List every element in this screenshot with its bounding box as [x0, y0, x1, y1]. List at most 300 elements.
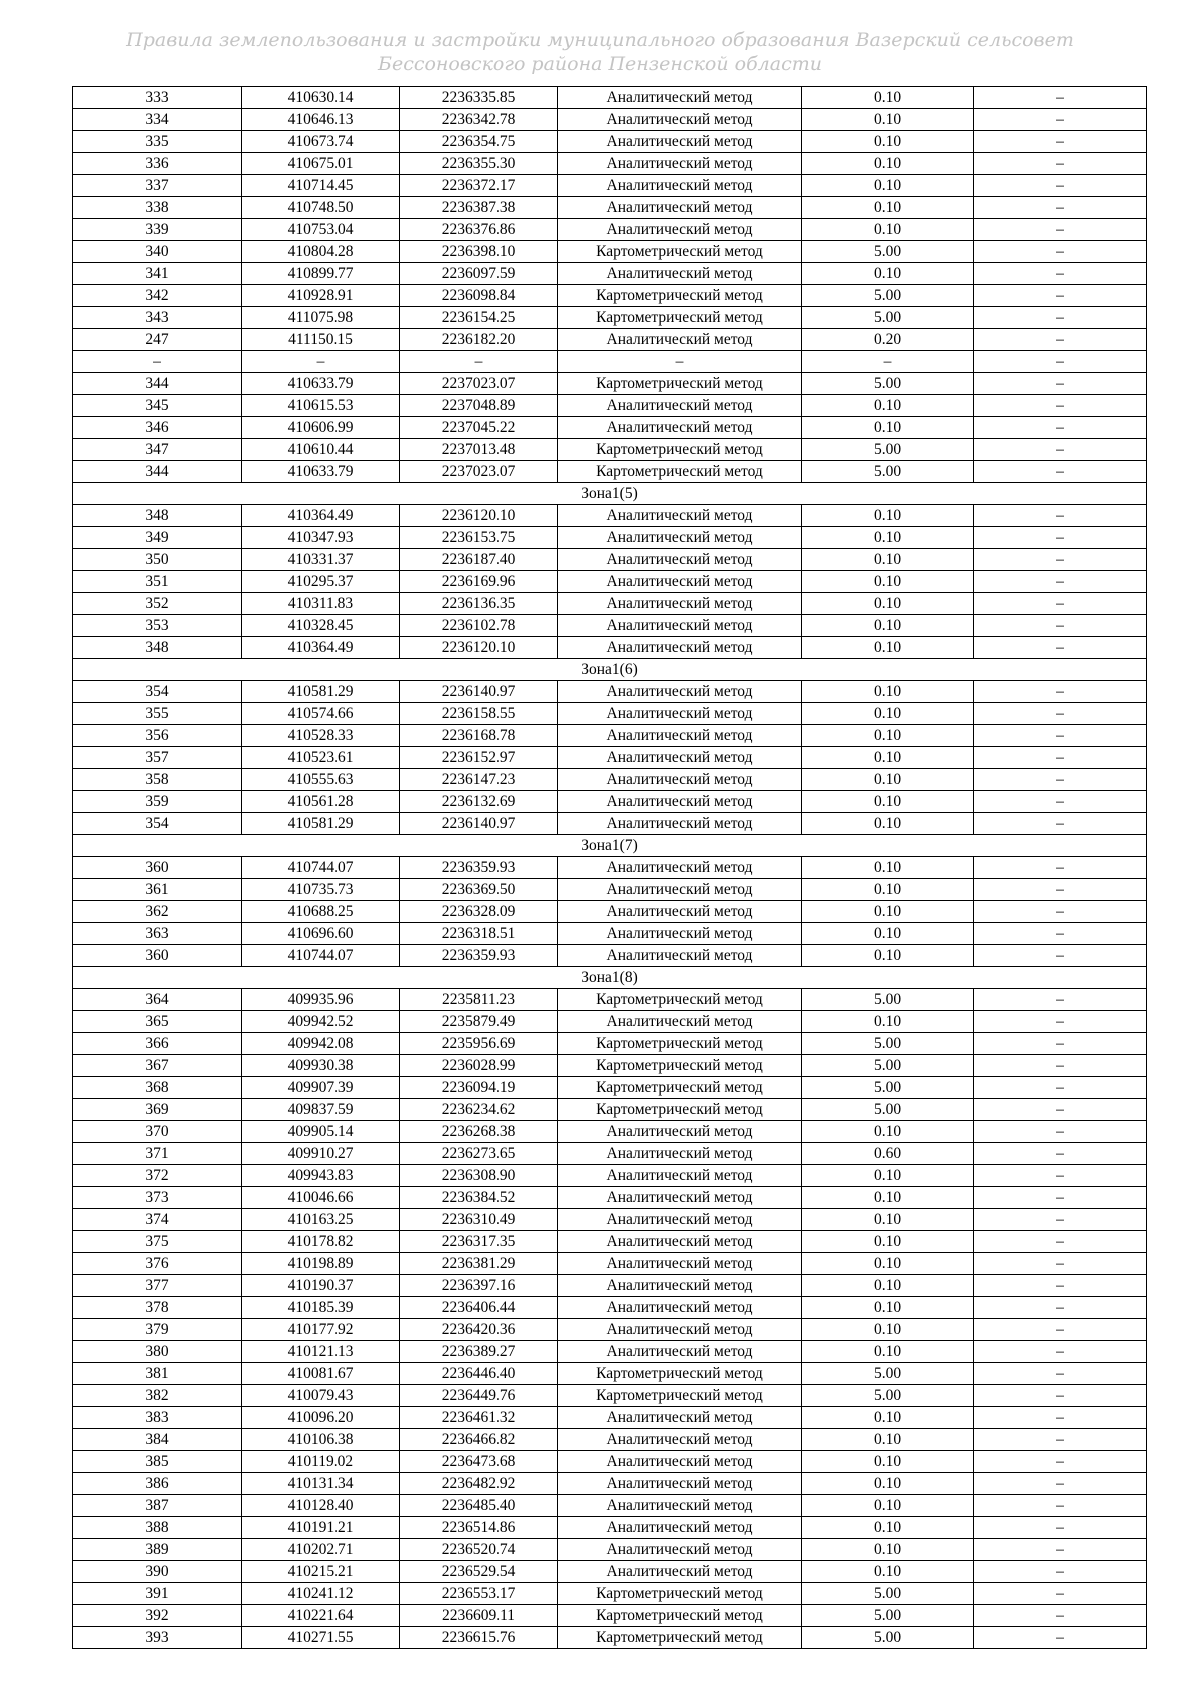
note-cell: –: [974, 1517, 1147, 1539]
point-number-cell: 393: [73, 1627, 242, 1649]
x-coordinate-cell: 410633.79: [242, 461, 400, 483]
accuracy-cell: 5.00: [802, 1385, 974, 1407]
accuracy-cell: 5.00: [802, 989, 974, 1011]
y-coordinate-cell: 2236335.85: [400, 87, 558, 109]
method-cell: Аналитический метод: [558, 1451, 802, 1473]
note-cell: –: [974, 527, 1147, 549]
x-coordinate-cell: 410675.01: [242, 153, 400, 175]
x-coordinate-cell: 410178.82: [242, 1231, 400, 1253]
note-cell: –: [974, 1561, 1147, 1583]
accuracy-cell: 0.10: [802, 1165, 974, 1187]
y-coordinate-cell: 2236342.78: [400, 109, 558, 131]
y-coordinate-cell: 2236234.62: [400, 1099, 558, 1121]
point-number-cell: 345: [73, 395, 242, 417]
method-cell: Аналитический метод: [558, 1429, 802, 1451]
accuracy-cell: 0.10: [802, 1187, 974, 1209]
y-coordinate-cell: 2236147.23: [400, 769, 558, 791]
y-coordinate-cell: 2236355.30: [400, 153, 558, 175]
accuracy-cell: 5.00: [802, 1605, 974, 1627]
method-cell: Аналитический метод: [558, 109, 802, 131]
accuracy-cell: 0.10: [802, 813, 974, 835]
method-cell: Аналитический метод: [558, 1143, 802, 1165]
x-coordinate-cell: 410528.33: [242, 725, 400, 747]
point-number-cell: 391: [73, 1583, 242, 1605]
table-row: [73, 153, 1147, 175]
y-coordinate-cell: 2236485.40: [400, 1495, 558, 1517]
y-coordinate-cell: 2236098.84: [400, 285, 558, 307]
accuracy-cell: 0.10: [802, 1275, 974, 1297]
note-cell: –: [974, 1473, 1147, 1495]
x-coordinate-cell: 410311.83: [242, 593, 400, 615]
table-row: [73, 175, 1147, 197]
table-row: [73, 681, 1147, 703]
x-coordinate-cell: 410128.40: [242, 1495, 400, 1517]
y-coordinate-cell: 2236308.90: [400, 1165, 558, 1187]
method-cell: Аналитический метод: [558, 153, 802, 175]
x-coordinate-cell: 410198.89: [242, 1253, 400, 1275]
note-cell: –: [974, 1407, 1147, 1429]
table-row: [73, 197, 1147, 219]
point-number-cell: 364: [73, 989, 242, 1011]
point-number-cell: 379: [73, 1319, 242, 1341]
point-number-cell: 360: [73, 857, 242, 879]
table-row: [73, 637, 1147, 659]
table-row: [73, 1561, 1147, 1583]
x-coordinate-cell: 410202.71: [242, 1539, 400, 1561]
y-coordinate-cell: 2236187.40: [400, 549, 558, 571]
note-cell: –: [974, 1253, 1147, 1275]
y-coordinate-cell: 2236354.75: [400, 131, 558, 153]
table-row: [73, 1429, 1147, 1451]
note-cell: –: [974, 615, 1147, 637]
y-coordinate-cell: 2236609.11: [400, 1605, 558, 1627]
method-cell: Картометрический метод: [558, 989, 802, 1011]
method-cell: Аналитический метод: [558, 1495, 802, 1517]
point-number-cell: 382: [73, 1385, 242, 1407]
x-coordinate-cell: 410096.20: [242, 1407, 400, 1429]
table-row: [73, 1583, 1147, 1605]
accuracy-cell: 0.10: [802, 637, 974, 659]
method-cell: Аналитический метод: [558, 637, 802, 659]
x-coordinate-cell: 410190.37: [242, 1275, 400, 1297]
point-number-cell: 336: [73, 153, 242, 175]
point-number-cell: 373: [73, 1187, 242, 1209]
table-row: [73, 1187, 1147, 1209]
point-number-cell: 349: [73, 527, 242, 549]
point-number-cell: 383: [73, 1407, 242, 1429]
method-cell: Аналитический метод: [558, 1187, 802, 1209]
point-number-cell: 350: [73, 549, 242, 571]
note-cell: –: [974, 1187, 1147, 1209]
y-coordinate-cell: –: [400, 351, 558, 373]
note-cell: –: [974, 395, 1147, 417]
zone-header-row: [73, 967, 1147, 989]
method-cell: Картометрический метод: [558, 1583, 802, 1605]
y-coordinate-cell: 2236372.17: [400, 175, 558, 197]
accuracy-cell: 0.10: [802, 1539, 974, 1561]
note-cell: –: [974, 1143, 1147, 1165]
accuracy-cell: 0.10: [802, 703, 974, 725]
x-coordinate-cell: 410271.55: [242, 1627, 400, 1649]
x-coordinate-cell: 410804.28: [242, 241, 400, 263]
note-cell: –: [974, 681, 1147, 703]
table-row: [73, 901, 1147, 923]
method-cell: Картометрический метод: [558, 1627, 802, 1649]
header-line-2: Бессоновского района Пензенской области: [377, 53, 822, 75]
point-number-cell: 386: [73, 1473, 242, 1495]
point-number-cell: 385: [73, 1451, 242, 1473]
point-number-cell: 368: [73, 1077, 242, 1099]
table-row: [73, 747, 1147, 769]
point-number-cell: 342: [73, 285, 242, 307]
method-cell: Картометрический метод: [558, 1033, 802, 1055]
y-coordinate-cell: 2236420.36: [400, 1319, 558, 1341]
x-coordinate-cell: 410753.04: [242, 219, 400, 241]
note-cell: –: [974, 175, 1147, 197]
accuracy-cell: 0.10: [802, 1121, 974, 1143]
accuracy-cell: 0.10: [802, 1253, 974, 1275]
table-row: [73, 791, 1147, 813]
x-coordinate-cell: 410185.39: [242, 1297, 400, 1319]
x-coordinate-cell: 409930.38: [242, 1055, 400, 1077]
x-coordinate-cell: 409942.08: [242, 1033, 400, 1055]
x-coordinate-cell: 410696.60: [242, 923, 400, 945]
note-cell: –: [974, 725, 1147, 747]
x-coordinate-cell: 410928.91: [242, 285, 400, 307]
x-coordinate-cell: –: [242, 351, 400, 373]
x-coordinate-cell: 410744.07: [242, 945, 400, 967]
x-coordinate-cell: 410191.21: [242, 1517, 400, 1539]
method-cell: –: [558, 351, 802, 373]
x-coordinate-cell: 410046.66: [242, 1187, 400, 1209]
point-number-cell: 378: [73, 1297, 242, 1319]
method-cell: Аналитический метод: [558, 1407, 802, 1429]
point-number-cell: 370: [73, 1121, 242, 1143]
table-row: [73, 945, 1147, 967]
x-coordinate-cell: 410581.29: [242, 813, 400, 835]
accuracy-cell: 0.10: [802, 615, 974, 637]
point-number-cell: 354: [73, 681, 242, 703]
point-number-cell: 348: [73, 505, 242, 527]
x-coordinate-cell: 410163.25: [242, 1209, 400, 1231]
zone-title-cell: Зона1(6): [73, 659, 1147, 681]
y-coordinate-cell: 2236359.93: [400, 945, 558, 967]
accuracy-cell: 5.00: [802, 461, 974, 483]
note-cell: –: [974, 989, 1147, 1011]
point-number-cell: 343: [73, 307, 242, 329]
accuracy-cell: 0.10: [802, 109, 974, 131]
y-coordinate-cell: 2236387.38: [400, 197, 558, 219]
y-coordinate-cell: 2236406.44: [400, 1297, 558, 1319]
table-row: [73, 219, 1147, 241]
y-coordinate-cell: 2236376.86: [400, 219, 558, 241]
x-coordinate-cell: 410574.66: [242, 703, 400, 725]
x-coordinate-cell: 410347.93: [242, 527, 400, 549]
coordinates-table-body: [73, 87, 1147, 1649]
table-row: [73, 417, 1147, 439]
method-cell: Аналитический метод: [558, 175, 802, 197]
y-coordinate-cell: 2237023.07: [400, 373, 558, 395]
y-coordinate-cell: 2236381.29: [400, 1253, 558, 1275]
y-coordinate-cell: 2236028.99: [400, 1055, 558, 1077]
accuracy-cell: 5.00: [802, 1627, 974, 1649]
accuracy-cell: 0.10: [802, 1561, 974, 1583]
accuracy-cell: 0.10: [802, 857, 974, 879]
accuracy-cell: 5.00: [802, 1033, 974, 1055]
table-row: [73, 1121, 1147, 1143]
point-number-cell: 367: [73, 1055, 242, 1077]
x-coordinate-cell: 410079.43: [242, 1385, 400, 1407]
y-coordinate-cell: 2236461.32: [400, 1407, 558, 1429]
y-coordinate-cell: 2236182.20: [400, 329, 558, 351]
point-number-cell: 347: [73, 439, 242, 461]
accuracy-cell: 0.10: [802, 1517, 974, 1539]
y-coordinate-cell: 2236473.68: [400, 1451, 558, 1473]
header-line-1: Правила землепользования и застройки муниципального образования Вазерский сельсовет: [126, 29, 1074, 51]
y-coordinate-cell: 2236153.75: [400, 527, 558, 549]
accuracy-cell: 0.10: [802, 1319, 974, 1341]
table-row: [73, 461, 1147, 483]
note-cell: –: [974, 1033, 1147, 1055]
table-row: [73, 1077, 1147, 1099]
point-number-cell: 358: [73, 769, 242, 791]
point-number-cell: 384: [73, 1429, 242, 1451]
point-number-cell: 356: [73, 725, 242, 747]
y-coordinate-cell: 2235879.49: [400, 1011, 558, 1033]
x-coordinate-cell: 410561.28: [242, 791, 400, 813]
point-number-cell: 359: [73, 791, 242, 813]
note-cell: –: [974, 1275, 1147, 1297]
note-cell: –: [974, 813, 1147, 835]
table-row: [73, 263, 1147, 285]
x-coordinate-cell: 410735.73: [242, 879, 400, 901]
accuracy-cell: 0.10: [802, 527, 974, 549]
note-cell: –: [974, 1341, 1147, 1363]
method-cell: Картометрический метод: [558, 1077, 802, 1099]
note-cell: –: [974, 1605, 1147, 1627]
x-coordinate-cell: 410555.63: [242, 769, 400, 791]
y-coordinate-cell: 2237013.48: [400, 439, 558, 461]
note-cell: –: [974, 109, 1147, 131]
x-coordinate-cell: 410523.61: [242, 747, 400, 769]
table-row: [73, 439, 1147, 461]
note-cell: –: [974, 1297, 1147, 1319]
table-row: [73, 109, 1147, 131]
y-coordinate-cell: 2236310.49: [400, 1209, 558, 1231]
accuracy-cell: 0.10: [802, 945, 974, 967]
x-coordinate-cell: 410215.21: [242, 1561, 400, 1583]
table-row: [73, 1143, 1147, 1165]
point-number-cell: 339: [73, 219, 242, 241]
x-coordinate-cell: 410714.45: [242, 175, 400, 197]
y-coordinate-cell: 2236520.74: [400, 1539, 558, 1561]
note-cell: –: [974, 769, 1147, 791]
point-number-cell: 366: [73, 1033, 242, 1055]
point-number-cell: 381: [73, 1363, 242, 1385]
x-coordinate-cell: 410673.74: [242, 131, 400, 153]
method-cell: Картометрический метод: [558, 1385, 802, 1407]
x-coordinate-cell: 411075.98: [242, 307, 400, 329]
note-cell: –: [974, 1319, 1147, 1341]
method-cell: Аналитический метод: [558, 747, 802, 769]
table-row: [73, 131, 1147, 153]
point-number-cell: 341: [73, 263, 242, 285]
method-cell: Аналитический метод: [558, 1231, 802, 1253]
accuracy-cell: 0.10: [802, 769, 974, 791]
accuracy-cell: 0.10: [802, 219, 974, 241]
point-number-cell: 377: [73, 1275, 242, 1297]
note-cell: –: [974, 791, 1147, 813]
point-number-cell: 388: [73, 1517, 242, 1539]
y-coordinate-cell: 2236369.50: [400, 879, 558, 901]
y-coordinate-cell: 2236529.54: [400, 1561, 558, 1583]
point-number-cell: 371: [73, 1143, 242, 1165]
accuracy-cell: 0.10: [802, 571, 974, 593]
note-cell: –: [974, 197, 1147, 219]
point-number-cell: 387: [73, 1495, 242, 1517]
x-coordinate-cell: 409905.14: [242, 1121, 400, 1143]
point-number-cell: 365: [73, 1011, 242, 1033]
point-number-cell: 361: [73, 879, 242, 901]
method-cell: Картометрический метод: [558, 1605, 802, 1627]
point-number-cell: 375: [73, 1231, 242, 1253]
accuracy-cell: 0.10: [802, 1011, 974, 1033]
note-cell: –: [974, 923, 1147, 945]
note-cell: –: [974, 263, 1147, 285]
note-cell: –: [974, 505, 1147, 527]
method-cell: Аналитический метод: [558, 1209, 802, 1231]
table-row: [73, 857, 1147, 879]
x-coordinate-cell: 410630.14: [242, 87, 400, 109]
y-coordinate-cell: 2236449.76: [400, 1385, 558, 1407]
point-number-cell: 334: [73, 109, 242, 131]
y-coordinate-cell: 2236482.92: [400, 1473, 558, 1495]
note-cell: –: [974, 945, 1147, 967]
table-row: [73, 615, 1147, 637]
y-coordinate-cell: 2236615.76: [400, 1627, 558, 1649]
method-cell: Аналитический метод: [558, 417, 802, 439]
note-cell: –: [974, 439, 1147, 461]
point-number-cell: 352: [73, 593, 242, 615]
note-cell: –: [974, 241, 1147, 263]
zone-title-cell: Зона1(8): [73, 967, 1147, 989]
method-cell: Аналитический метод: [558, 263, 802, 285]
x-coordinate-cell: 410241.12: [242, 1583, 400, 1605]
accuracy-cell: 0.10: [802, 901, 974, 923]
method-cell: Аналитический метод: [558, 703, 802, 725]
table-row: [73, 879, 1147, 901]
accuracy-cell: 0.10: [802, 505, 974, 527]
page-header: [0, 28, 1200, 76]
method-cell: Аналитический метод: [558, 945, 802, 967]
x-coordinate-cell: 410081.67: [242, 1363, 400, 1385]
method-cell: Картометрический метод: [558, 307, 802, 329]
method-cell: Картометрический метод: [558, 461, 802, 483]
y-coordinate-cell: 2236097.59: [400, 263, 558, 285]
table-row: [73, 571, 1147, 593]
table-row: [73, 1011, 1147, 1033]
point-number-cell: 392: [73, 1605, 242, 1627]
point-number-cell: 363: [73, 923, 242, 945]
method-cell: Аналитический метод: [558, 769, 802, 791]
accuracy-cell: –: [802, 351, 974, 373]
point-number-cell: 348: [73, 637, 242, 659]
note-cell: –: [974, 1165, 1147, 1187]
y-coordinate-cell: 2236384.52: [400, 1187, 558, 1209]
method-cell: Аналитический метод: [558, 923, 802, 945]
table-row: [73, 1539, 1147, 1561]
note-cell: –: [974, 1451, 1147, 1473]
method-cell: Картометрический метод: [558, 241, 802, 263]
method-cell: Картометрический метод: [558, 439, 802, 461]
method-cell: Аналитический метод: [558, 1253, 802, 1275]
note-cell: –: [974, 549, 1147, 571]
point-number-cell: 346: [73, 417, 242, 439]
method-cell: Аналитический метод: [558, 1319, 802, 1341]
note-cell: –: [974, 1363, 1147, 1385]
x-coordinate-cell: 410606.99: [242, 417, 400, 439]
method-cell: Аналитический метод: [558, 1121, 802, 1143]
point-number-cell: 376: [73, 1253, 242, 1275]
x-coordinate-cell: 410328.45: [242, 615, 400, 637]
point-number-cell: 351: [73, 571, 242, 593]
method-cell: Аналитический метод: [558, 131, 802, 153]
method-cell: Аналитический метод: [558, 615, 802, 637]
method-cell: Аналитический метод: [558, 197, 802, 219]
table-row: [73, 549, 1147, 571]
point-number-cell: 372: [73, 1165, 242, 1187]
zone-header-row: [73, 483, 1147, 505]
method-cell: Аналитический метод: [558, 725, 802, 747]
point-number-cell: –: [73, 351, 242, 373]
table-row: [73, 1099, 1147, 1121]
note-cell: –: [974, 901, 1147, 923]
y-coordinate-cell: 2236120.10: [400, 505, 558, 527]
y-coordinate-cell: 2235956.69: [400, 1033, 558, 1055]
note-cell: –: [974, 1495, 1147, 1517]
zone-title-cell: Зона1(5): [73, 483, 1147, 505]
table-row: [73, 1275, 1147, 1297]
method-cell: Аналитический метод: [558, 571, 802, 593]
y-coordinate-cell: 2236102.78: [400, 615, 558, 637]
accuracy-cell: 0.10: [802, 923, 974, 945]
point-number-cell: 380: [73, 1341, 242, 1363]
y-coordinate-cell: 2236398.10: [400, 241, 558, 263]
x-coordinate-cell: 410221.64: [242, 1605, 400, 1627]
table-row: [73, 1253, 1147, 1275]
method-cell: Картометрический метод: [558, 1099, 802, 1121]
method-cell: Аналитический метод: [558, 1561, 802, 1583]
accuracy-cell: 0.10: [802, 747, 974, 769]
accuracy-cell: 5.00: [802, 1363, 974, 1385]
note-cell: –: [974, 1011, 1147, 1033]
accuracy-cell: 0.10: [802, 725, 974, 747]
method-cell: Аналитический метод: [558, 549, 802, 571]
y-coordinate-cell: 2236094.19: [400, 1077, 558, 1099]
x-coordinate-cell: 409907.39: [242, 1077, 400, 1099]
note-cell: –: [974, 1429, 1147, 1451]
x-coordinate-cell: 409943.83: [242, 1165, 400, 1187]
y-coordinate-cell: 2237045.22: [400, 417, 558, 439]
table-row: [73, 1605, 1147, 1627]
table-row: [73, 395, 1147, 417]
method-cell: Аналитический метод: [558, 219, 802, 241]
point-number-cell: 333: [73, 87, 242, 109]
table-row: [73, 989, 1147, 1011]
method-cell: Аналитический метод: [558, 681, 802, 703]
point-number-cell: 344: [73, 373, 242, 395]
table-row: [73, 1451, 1147, 1473]
